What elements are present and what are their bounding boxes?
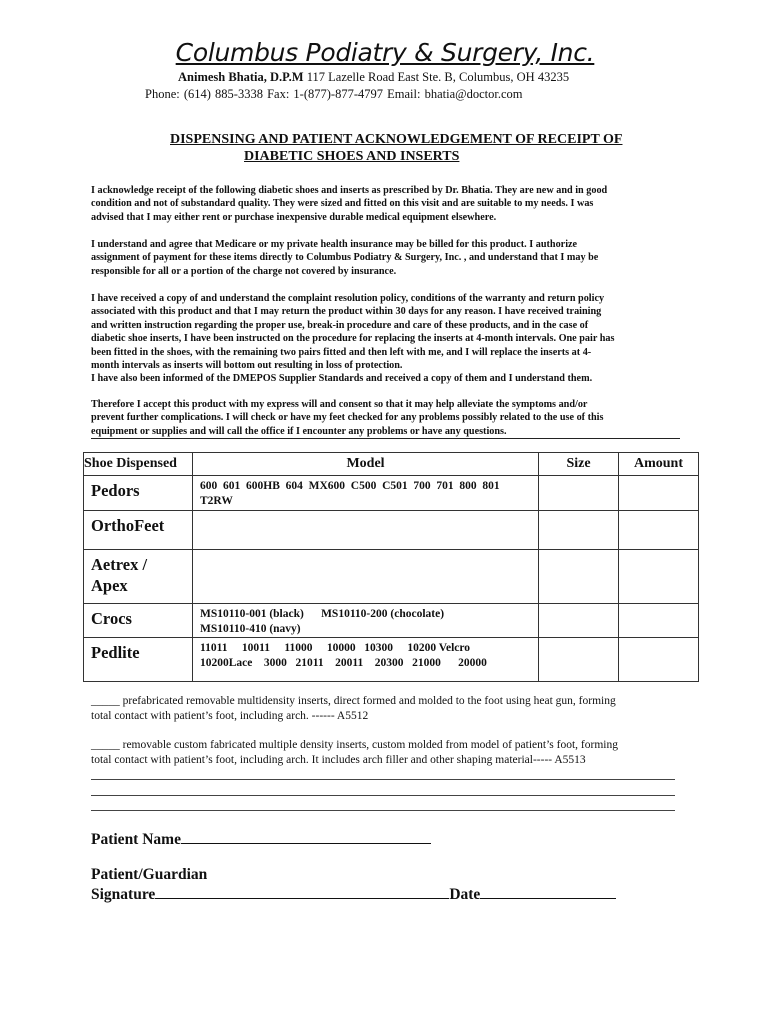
- paragraph-line: responsible for all or a portion of the charge not covered by insurance.: [91, 265, 397, 277]
- doctor-name: Animesh Bhatia, D.P.M: [178, 70, 304, 84]
- table-row: [84, 550, 699, 604]
- model-cell[interactable]: [193, 638, 539, 682]
- size-cell[interactable]: [539, 511, 619, 550]
- size-cell[interactable]: [539, 476, 619, 511]
- form-title-line-1: DISPENSING AND PATIENT ACKNOWLEDGEMENT OF RECEIPT OF: [170, 132, 623, 147]
- header-shoe-dispensed: Shoe Dispensed: [84, 453, 193, 476]
- paragraph-line: month intervals as inserts will bottom out resulting in loss of protection.: [91, 360, 403, 372]
- insurance-paragraph: [91, 238, 681, 278]
- brand-cell: [84, 511, 193, 550]
- brand-name: Apex: [91, 576, 128, 595]
- patient-name-row: [91, 829, 431, 849]
- amount-cell[interactable]: [619, 604, 699, 638]
- paragraph-line: been fitted in the shoes, with the remaining two pairs fitted and then left with me, and I will replace the inserts at 4-: [91, 346, 592, 358]
- form-title-line-2: DIABETIC SHOES AND INSERTS: [244, 149, 460, 164]
- model-line: MS10110-410 (navy): [200, 623, 301, 635]
- brand-name: Crocs: [91, 609, 132, 628]
- paragraph-line: diabetic shoe inserts, I have been instructed on the procedure for replacing the inserts at 4-month intervals. One pair has: [91, 333, 615, 345]
- header-amount: Amount: [619, 453, 699, 476]
- patient-name-label: Patient Name: [91, 831, 181, 848]
- model-line: T2RW: [200, 495, 233, 507]
- amount-cell[interactable]: [619, 476, 699, 511]
- table-row: [84, 638, 699, 682]
- notes-line[interactable]: [91, 779, 675, 780]
- table-row: [84, 511, 699, 550]
- shoe-dispensed-table: [83, 452, 699, 682]
- paragraph-line: I understand and agree that Medicare or my private health insurance may be billed for this product. I authorize: [91, 239, 578, 250]
- practice-name: Columbus Podiatry & Surgery, Inc.: [175, 38, 595, 67]
- paragraph-line: condition and not of substandard quality. They were sized and fitted on this visit and are suitable to my needs. I was: [91, 198, 594, 210]
- amount-cell[interactable]: [619, 638, 699, 682]
- paragraph-line: prevent further complications. I will check or have my feet checked for any problems possibly related to the use of this: [91, 412, 604, 424]
- model-line: 10200Lace 3000 21011 20011 20300 21000 20000: [200, 657, 487, 669]
- brand-name: Aetrex /: [91, 555, 148, 574]
- paragraph-line: I have also been informed of the DMEPOS Supplier Standards and received a copy of them and I understand them.: [91, 373, 593, 385]
- table-row: [84, 476, 699, 511]
- contact-line: Phone: (614) 885-3338 Fax: 1-(877)-877-4797 Email: bhatia@doctor.com: [145, 87, 523, 101]
- brand-cell: [84, 604, 193, 638]
- form-title: [170, 131, 690, 165]
- guardian-label: Patient/Guardian: [91, 866, 208, 883]
- model-cell[interactable]: [193, 476, 539, 511]
- paragraph-line: I have received a copy of and understand the complaint resolution policy, conditions of the warranty and return policy: [91, 293, 605, 304]
- signature-label: Signature: [91, 886, 156, 903]
- paragraph-line: assignment of payment for these items directly to Columbus Podiatry & Surgery, Inc. , and understand that I may be: [91, 252, 599, 264]
- amount-cell[interactable]: [619, 550, 699, 604]
- doctor-line: [178, 70, 569, 85]
- brand-name: Pedors: [91, 481, 140, 500]
- model-line: 600 601 600HB 604 MX600 C500 C501 700 701 800 801: [200, 480, 500, 492]
- insert-option-a5512[interactable]: [91, 694, 691, 724]
- insert-line: _____ prefabricated removable multidensity inserts, direct formed and molded to the foot using heat gun, forming: [91, 695, 616, 707]
- header-model: Model: [193, 453, 539, 476]
- paragraph-line: equipment or supplies and will call the office if I encounter any problems or have any questions.: [91, 425, 507, 437]
- signature-field[interactable]: [155, 884, 449, 899]
- brand-name: OrthoFeet: [91, 516, 165, 535]
- brand-cell: [84, 550, 193, 604]
- paragraph-line: associated with this product and that I may return the product within 30 days for any reason. I have received training: [91, 306, 602, 318]
- insert-line: _____ removable custom fabricated multiple density inserts, custom molded from model of patient’s foot, forming: [91, 739, 618, 751]
- insert-line: total contact with patient’s foot, including arch. It includes arch filler and other shaping material----- A5513: [91, 754, 586, 766]
- patient-name-field[interactable]: [181, 829, 431, 844]
- notes-line[interactable]: [91, 795, 675, 796]
- header-size: Size: [539, 453, 619, 476]
- paragraph-line: advised that I may either rent or purchase inexpensive durable medical equipment elsewhere.: [91, 211, 497, 223]
- size-cell[interactable]: [539, 550, 619, 604]
- date-label: Date: [449, 886, 481, 903]
- paragraph-line: I acknowledge receipt of the following diabetic shoes and inserts as prescribed by Dr. Bhatia. They are new and in good: [91, 185, 608, 196]
- size-cell[interactable]: [539, 604, 619, 638]
- model-cell[interactable]: [193, 511, 539, 550]
- practice-address: 117 Lazelle Road East Ste. B, Columbus, OH 43235: [306, 70, 570, 84]
- model-line: MS10110-001 (black) MS10110-200 (chocolate): [200, 608, 445, 620]
- brand-cell: [84, 476, 193, 511]
- size-cell[interactable]: [539, 638, 619, 682]
- table-header-row: [84, 453, 699, 476]
- brand-cell: [84, 638, 193, 682]
- consent-paragraph: [91, 398, 681, 438]
- policy-paragraph: [91, 292, 681, 386]
- model-line: 11011 10011 11000 10000 10300 10200 Velcro: [200, 642, 471, 654]
- model-cell[interactable]: [193, 550, 539, 604]
- notes-line[interactable]: [91, 810, 675, 811]
- date-field[interactable]: [480, 884, 616, 899]
- brand-name: Pedlite: [91, 643, 140, 662]
- model-cell[interactable]: [193, 604, 539, 638]
- insert-line: total contact with patient’s foot, including arch. ------ A5512: [91, 710, 369, 722]
- paragraph-line: and written instruction regarding the proper use, break-in procedure and care of these products, and in the case of: [91, 319, 589, 331]
- table-row: [84, 604, 699, 638]
- signature-row: [91, 884, 616, 904]
- acknowledgement-paragraph: [91, 184, 681, 224]
- paragraph-line: Therefore I accept this product with my express will and consent so that it may help alleviate the symptoms and/or: [91, 399, 588, 410]
- section-divider: [91, 438, 680, 439]
- amount-cell[interactable]: [619, 511, 699, 550]
- insert-option-a5513[interactable]: [91, 738, 691, 768]
